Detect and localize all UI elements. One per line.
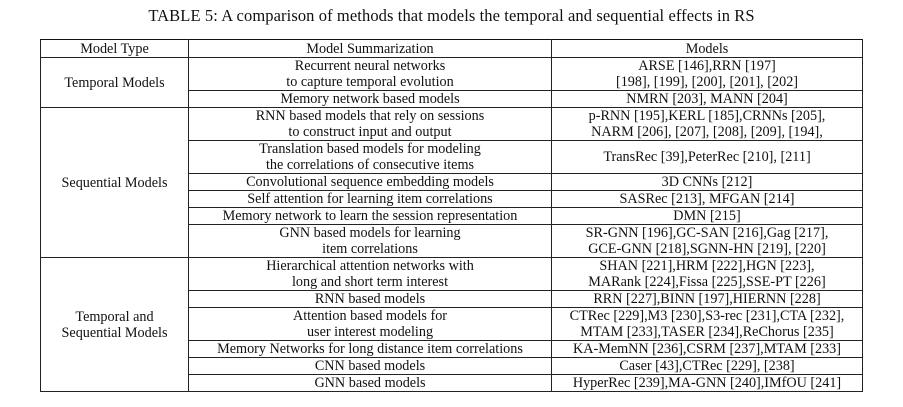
comparison-table	[40, 39, 863, 392]
models-cell	[552, 341, 863, 358]
summary-text: GNN based models	[314, 375, 426, 391]
summary-cell	[189, 258, 552, 291]
model-type-cell	[41, 58, 189, 108]
models-text: p-RNN [195],KERL [185],CRNNs [205],	[588, 108, 826, 124]
models-cell	[552, 108, 863, 141]
header-model-summarization: Model Summarization	[189, 40, 552, 58]
summary-text: Memory Networks for long distance item correlations	[217, 341, 523, 357]
models-cell	[552, 174, 863, 191]
summary-text: to construct input and output	[288, 124, 452, 140]
table-body	[41, 58, 863, 392]
table-row	[41, 58, 863, 91]
models-text: MTAM [233],TASER [234],ReChorus [235]	[580, 324, 834, 340]
summary-cell	[189, 141, 552, 174]
summary-text: Memory network based models	[280, 91, 460, 107]
models-text: 3D CNNs [212]	[661, 174, 753, 190]
summary-text: user interest modeling	[306, 324, 434, 340]
models-text: CTRec [229],M3 [230],S3-rec [231],CTA [232],	[569, 308, 845, 324]
summary-text: to capture temporal evolution	[286, 74, 454, 90]
model-type-label: Sequential Models	[61, 174, 168, 191]
summary-text: GNN based models for learning	[279, 225, 461, 241]
models-text: DMN [215]	[673, 208, 741, 224]
summary-cell	[189, 308, 552, 341]
summary-text: Translation based models for modeling	[259, 141, 481, 157]
summary-cell	[189, 225, 552, 258]
models-text: ARSE [146],RRN [197]	[638, 58, 776, 74]
models-text: GCE-GNN [218],SGNN-HN [219], [220]	[588, 241, 826, 257]
models-text: MARank [224],Fissa [225],SSE-PT [226]	[588, 274, 826, 290]
models-text: NMRN [203], MANN [204]	[626, 91, 788, 107]
summary-cell	[189, 191, 552, 208]
table-row	[41, 108, 863, 141]
models-cell	[552, 291, 863, 308]
model-type-label: Temporal Models	[64, 74, 165, 91]
models-text: Caser [43],CTRec [229], [238]	[619, 358, 795, 374]
models-cell	[552, 141, 863, 174]
model-type-label: Sequential Models	[61, 324, 168, 341]
models-cell	[552, 191, 863, 208]
model-type-cell	[41, 108, 189, 258]
summary-cell	[189, 58, 552, 91]
models-text: SR-GNN [196],GC-SAN [216],Gag [217],	[585, 225, 829, 241]
models-text: [198], [199], [200], [201], [202]	[615, 74, 799, 90]
models-cell	[552, 375, 863, 392]
summary-text: RNN based models that rely on sessions	[255, 108, 485, 124]
summary-text: Attention based models for	[292, 308, 448, 324]
models-cell	[552, 258, 863, 291]
summary-cell	[189, 358, 552, 375]
models-cell	[552, 225, 863, 258]
models-text: SASRec [213], MFGAN [214]	[619, 191, 795, 207]
header-models: Models	[552, 40, 863, 58]
model-type-cell	[41, 258, 189, 392]
summary-text: RNN based models	[314, 291, 426, 307]
models-text: TransRec [39],PeterRec [210], [211]	[603, 149, 811, 165]
table-caption: TABLE 5: A comparison of methods that models the temporal and sequential effects in RS	[148, 6, 755, 25]
models-text: KA-MemNN [236],CSRM [237],MTAM [233]	[572, 341, 842, 357]
models-text: NARM [206], [207], [208], [209], [194],	[591, 124, 823, 140]
models-cell	[552, 58, 863, 91]
summary-text: Hierarchical attention networks with	[266, 258, 474, 274]
models-text: SHAN [221],HRM [222],HGN [223],	[599, 258, 815, 274]
models-text: HyperRec [239],MA-GNN [240],IMfOU [241]	[572, 375, 842, 391]
table-row	[41, 258, 863, 291]
summary-text: Recurrent neural networks	[294, 58, 446, 74]
summary-cell	[189, 174, 552, 191]
summary-cell	[189, 91, 552, 108]
summary-text: the correlations of consecutive items	[265, 157, 474, 173]
models-cell	[552, 91, 863, 108]
table-header-row	[41, 40, 863, 58]
summary-cell	[189, 291, 552, 308]
summary-cell	[189, 375, 552, 392]
models-text: RRN [227],BINN [197],HIERNN [228]	[593, 291, 821, 307]
models-cell	[552, 308, 863, 341]
models-cell	[552, 208, 863, 225]
summary-cell	[189, 208, 552, 225]
summary-text: long and short term interest	[291, 274, 449, 290]
models-cell	[552, 358, 863, 375]
model-type-label: Temporal and	[75, 308, 154, 325]
summary-text: Memory network to learn the session representation	[222, 208, 518, 224]
summary-text: Self attention for learning item correlations	[247, 191, 493, 207]
summary-cell	[189, 341, 552, 358]
summary-text: Convolutional sequence embedding models	[246, 174, 494, 190]
summary-cell	[189, 108, 552, 141]
summary-text: item correlations	[322, 241, 418, 257]
summary-text: CNN based models	[314, 358, 426, 374]
header-model-type: Model Type	[41, 40, 189, 58]
